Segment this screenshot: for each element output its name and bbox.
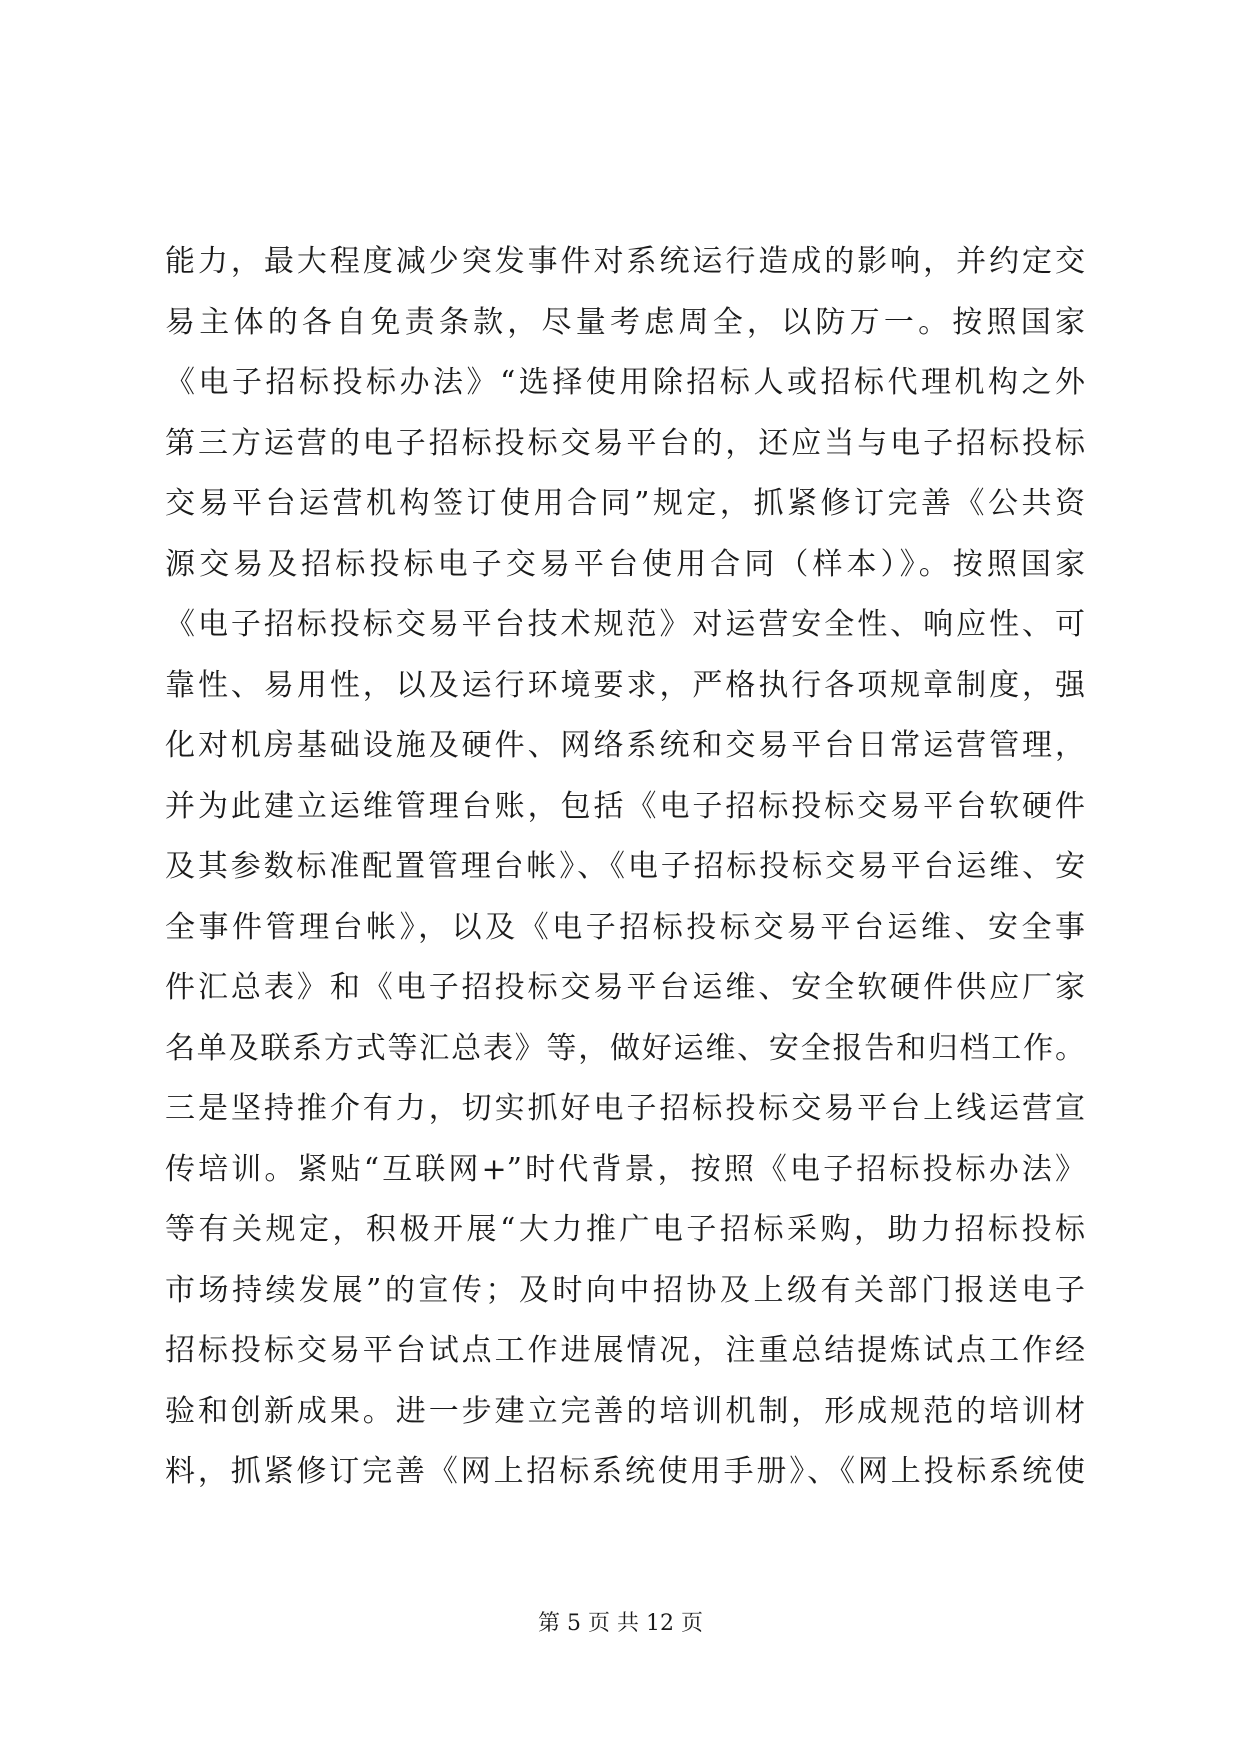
- text-line: 化对机房基础设施及硬件、网络系统和交易平台日常运营管理，: [165, 728, 1085, 763]
- text-line: 及其参数标准配置管理台帐》、《电子招标投标交易平台运维、安: [165, 849, 1085, 884]
- text-line: 全事件管理台帐》，以及《电子招标投标交易平台运维、安全事: [165, 909, 1085, 945]
- text-line: 第三方运营的电子招标投标交易平台的，还应当与电子招标投标: [165, 425, 1085, 461]
- text-line: 等有关规定，积极开展“大力推广电子招标采购，助力招标投标: [165, 1212, 1085, 1247]
- text-line: 并为此建立运维管理台账，包括《电子招标投标交易平台软硬件: [165, 788, 1085, 824]
- text-line: 市场持续发展”的宣传；及时向中招协及上级有关部门报送电子: [165, 1272, 1085, 1308]
- text-line: 《电子招标投标办法》“选择使用除招标人或招标代理机构之外: [165, 365, 1085, 400]
- body-paragraph: [165, 232, 1085, 1503]
- text-line: 《电子招标投标交易平台技术规范》对运营安全性、响应性、可: [165, 607, 1085, 642]
- text-line: 靠性、易用性，以及运行环境要求，严格执行各项规章制度，强: [165, 667, 1085, 703]
- text-line: 招标投标交易平台试点工作进展情况，注重总结提炼试点工作经: [165, 1333, 1085, 1368]
- text-line: 名单及联系方式等汇总表》等，做好运维、安全报告和归档工作。: [165, 1030, 1085, 1066]
- text-line: 能力，最大程度减少突发事件对系统运行造成的影响，并约定交: [165, 244, 1085, 279]
- page-number-footer: 第 5 页 共 12 页: [538, 1611, 703, 1636]
- text-line: 三是坚持推介有力，切实抓好电子招标投标交易平台上线运营宣: [165, 1091, 1085, 1126]
- text-line: 易主体的各自免责条款，尽量考虑周全，以防万一。按照国家: [165, 304, 1085, 340]
- text-line: 交易平台运营机构签订使用合同”规定，抓紧修订完善《公共资: [165, 486, 1085, 521]
- text-line: 源交易及招标投标电子交易平台使用合同（样本）》。按照国家: [165, 546, 1085, 582]
- text-line: 传培训。紧贴“互联网+”时代背景，按照《电子招标投标办法》: [165, 1151, 1085, 1187]
- text-line: 验和创新成果。进一步建立完善的培训机制，形成规范的培训材: [165, 1393, 1085, 1429]
- text-line: 料，抓紧修订完善《网上招标系统使用手册》、《网上投标系统使: [165, 1454, 1085, 1489]
- text-line: 件汇总表》和《电子招投标交易平台运维、安全软硬件供应厂家: [165, 970, 1085, 1005]
